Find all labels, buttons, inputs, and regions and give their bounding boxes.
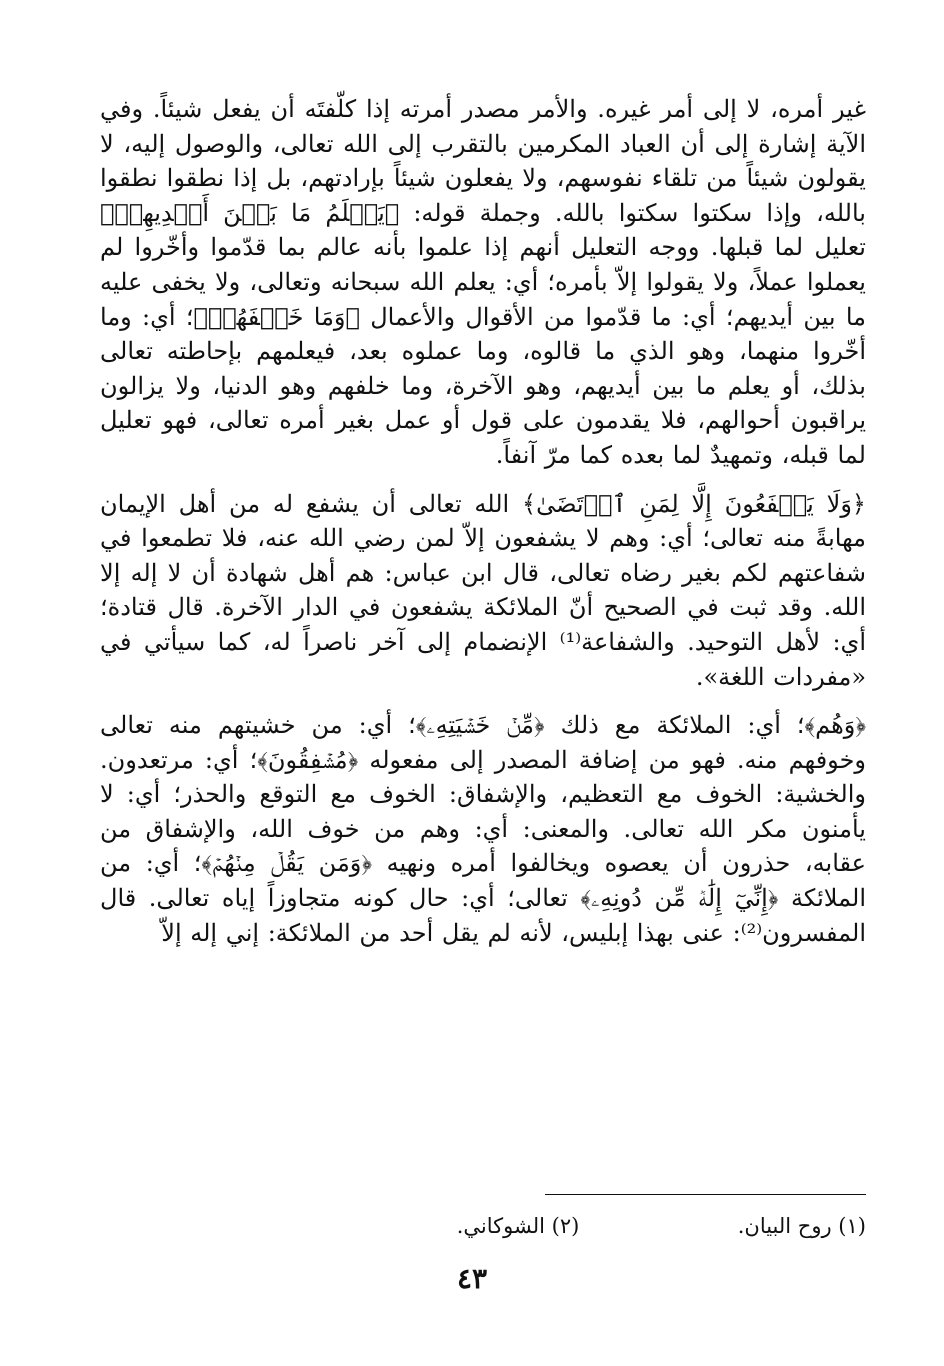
footnote-divider [545,1194,866,1195]
paragraph-3: ﴿وَهُم﴾؛ أي: الملائكة مع ذلك ﴿مِّنۡ خَشۡيَتِهِۦ﴾؛ أي: من خشيتهم منه تعالى وخوفهم منه. فهو من إضافة المصدر إلى مفعوله ﴿مُشۡفِقُونَ﴾؛ أي: مرتعدون. والخشية: الخوف مع التعظيم، والإشفاق: الخوف مع التوقع والحذر؛ أي: لا يأمنون مكر الله تعالى. والمعنى: أي: وهم من خوف الله، والإشفاق من عقابه، حذرون أن يعصوه ويخالفوا أمره ونهيه ﴿وَمَن يَقُلۡ مِنۡهُمۡ﴾؛ أي: من الملائكة ﴿إِنِّيٓ إِلَٰهٞ مِّن دُونِهِۦ﴾ تعالى؛ أي: حال كونه متجاوزاً إياه تعالى. قال المفسرون⁽²⁾: عنى بهذا إبليس، لأنه لم يقل أحد من الملائكة: إني إله إلاّ [100,711,866,947]
footnote-2: (٢) الشوكاني. [456,1214,580,1238]
paragraph-2: ﴿وَلَا يَشۡفَعُونَ إِلَّا لِمَنِ ٱرۡتَضَىٰ﴾ الله تعالى أن يشفع له من أهل الإيمان مهابةً منه تعالى؛ أي: وهم لا يشفعون إلاّ لمن رضي الله عنه، فلا تطمعوا في شفاعتهم لكم بغير رضاه تعالى، قال ابن عباس: هم أهل شهادة أن لا إله إلا الله. وقد ثبت في الصحيح أنّ الملائكة يشفعون في الدار الآخرة. قال قتادة؛ أي: لأهل التوحيد. والشفاعة⁽¹⁾ الإنضمام إلى آخر ناصراً له، كما سيأتي في «مفردات اللغة». [100,489,867,691]
page-body [100,92,866,950]
page-number: ٤٣ [456,1262,488,1295]
footnote-1: (١) روح البيان. [737,1214,866,1238]
footnotes [300,1212,866,1240]
paragraph-1: غير أمره، لا إلى أمر غيره. والأمر مصدر أمرته إذا كلّفتَه أن يفعل شيئاً. وفي الآية إشارة إلى أن العباد المكرمين بالتقرب إلى الله تعالى، والوصول إليه، لا يقولون شيئاً من تلقاء نفوسهم، ولا يفعلون شيئاً بإرادتهم، بل إذا نطقوا نطقوا بالله، وإذا سكتوا سكتوا بالله. وجملة قوله: ﴿يَعۡلَمُ مَا بَيۡنَ أَيۡدِيهِمۡ﴾ تعليل لما قبلها. ووجه التعليل أنهم إذا علموا بأنه عالم بما قدّموا وأخّروا لم يعملوا عملاً، ولا يقولوا إلاّ بأمره؛ أي: يعلم الله سبحانه وتعالى، ولا يخفى عليه ما بين أيديهم؛ أي: ما قدّموا من الأقوال والأعمال ﴿وَمَا خَلۡفَهُمۡ﴾؛ أي: وما أخّروا منهما، وهو الذي ما قالوه، وما عملوه بعد، فيعلمهم بإحاطته تعالى بذلك، أو يعلم ما بين أيديهم، وهو الآخرة، وما خلفهم وهو الدنيا، ولا يزالون يراقبون أحوالهم، فلا يقدمون على قول أو عمل بغير أمره تعالى، فهو تعليل لما قبله، وتمهيدٌ لما بعده كما مرّ آنفاً. [100,95,866,469]
